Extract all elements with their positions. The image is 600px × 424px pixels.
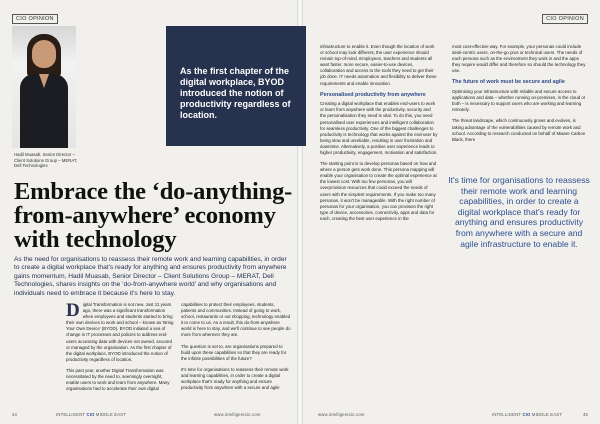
article-headline: Embrace the ‘do-anything-from-anywhere’ economy with technology xyxy=(14,178,293,253)
body-column-4 xyxy=(452,44,588,148)
website-left: www.intelligentcio.com xyxy=(214,412,261,417)
body-paragraph: most cost-effective way. For example, your personas could include desk-centric users, on-the-go pros or technical users. The needs of each persona such as the environment they work in and the apps they require would differ and therefore so should the technology they use. xyxy=(452,44,586,74)
body-paragraph: Creating a digital workplace that enables end-users to work or learn from anywhere with the productivity, security and the personalisation they need is vital. To do this, you need personalised user experiences and intelligent collaboration for seamless productivity. One of the biggest challenges to productivity is technology that works against the end-user by being slow and unreliable, resulting in user frustration and downtime. Alternatively, a positive user experience leads to higher productivity, engagement, motivation and satisfaction. xyxy=(320,101,438,155)
page-number-left: 44 xyxy=(12,412,18,417)
body-paragraph: It's time for organisations to reassess their remote work and learning capabilities, in order to create a digital workplace that's ready for anything and ensure productivity from anywhere with a secure and agile xyxy=(181,366,289,391)
page-number-right: 45 xyxy=(582,412,588,417)
subheading-personalised-productivity: Personalised productivity from anywhere xyxy=(320,91,426,98)
publication-name-right: INTELLIGENT CIO MIDDLE EAST xyxy=(491,412,562,417)
body-paragraph: The question is set to, are organisations prepared to build upon these capabilities so that they are ready for the infinite possibilities of the future? xyxy=(181,343,287,361)
author-photo xyxy=(12,26,76,148)
body-column-1 xyxy=(66,302,176,397)
body-paragraph: Optimising your infrastructure with reliable and secure access to applications and data – whether running on-premises, in the cloud or both – is necessary to support users who are working and learning remotely. xyxy=(452,89,586,113)
body-column-2 xyxy=(181,302,291,396)
subheading-future-of-work: The future of work must be secure and agile xyxy=(452,79,565,86)
body-paragraph: Digital Transformation is not new. Just 11 years ago, there was a significant transformation when employees and students started to bring their own devices to work and school – known as 'Bring Your Own Device' (BYOD). BYOD initiated a sea of change in IT processes and policies to address end-users accessing data with devices not owned, secured or managed by the organisation. As the first chapter of the digital workplace, BYOD introduced the notion of productivity regardless of location. xyxy=(66,300,174,362)
pull-quote: It's time for organisations to reassess their remote work and learning capabilities, in order to create a digital workplace that's ready for anything and ensures productivity from anywhere with a secure and agile infrastructure to enable it. xyxy=(448,175,590,249)
quote-box: As the first chapter of the digital workplace, BYOD introduced the notion of productivity regardless of location. xyxy=(166,26,306,146)
drop-cap: D xyxy=(66,300,80,321)
body-paragraph: The threat landscape, which continuously grows and evolves, is taking advantage of the vulnerabilities caused by remote work and school. According to research conducted on behalf of Mware Carbon Black, there xyxy=(452,118,586,142)
article-standfirst: As the need for organisations to reassess their remote work and learning capabilities, in order to create a digital workplace that's ready for anything and ensures productivity from anywhere gains momentum, Hadil Muasab, Senior Director – Client Solutions Group – MERAT, Dell Technologies, shares insights on the ‘do-from-anywhere world’ and why organisations and individuals need to embrace it because it's here to stay. xyxy=(14,256,287,297)
body-paragraph: The starting point is to develop personas based on how and where a person gets work done. This persona mapping will enable your organisation to create the optimal experience at the lowest cost. With too few personas, you will overprovision resources that could exceed the needs of users with the simplest requirements. If you make too many personas, it won't be manageable. With the right number of personas for your organisation, you can provision the right type of device, accessories, connectivity, apps and data for each, creating the best user experience in the xyxy=(320,161,437,221)
body-paragraph: This past year, another Digital Transformation was necessitated by the need to, seemingly overnight, enable users to work and learn from anywhere. Many organisations had to accelerate their own digital xyxy=(66,367,170,392)
body-column-3 xyxy=(320,44,438,227)
photo-caption: Hadil Muasab, Senior Director – Client Solutions Group – MERAT, Dell Technologies xyxy=(14,152,78,169)
publication-name-left: INTELLIGENT CIO MIDDLE EAST xyxy=(56,412,127,417)
body-paragraph: capabilities to protect their employees, students, patients and communities. Instead of going to work, school, restaurants or out shopping, technology enabled it to come to us. As a result, this do-from-anywhere world is here to stay, and we'll continue to see people do more from wherever they are. xyxy=(181,302,291,338)
website-right: www.intelligentcio.com xyxy=(318,412,365,417)
section-tag-left: CIO OPINION xyxy=(12,14,58,24)
body-paragraph: infrastructure to enable it. Even though the location of work or school may look different, the user experience should remain top-of-mind. Employees, teachers and students all want faster, more secure, easier-to-use devices, collaboration and access to the tools they need to get their job done. IT needs automation and flexibility to deliver these requirements and enable innovation. xyxy=(320,44,437,86)
photo-face xyxy=(32,40,56,68)
section-tag-right: CIO OPINION xyxy=(542,14,588,24)
